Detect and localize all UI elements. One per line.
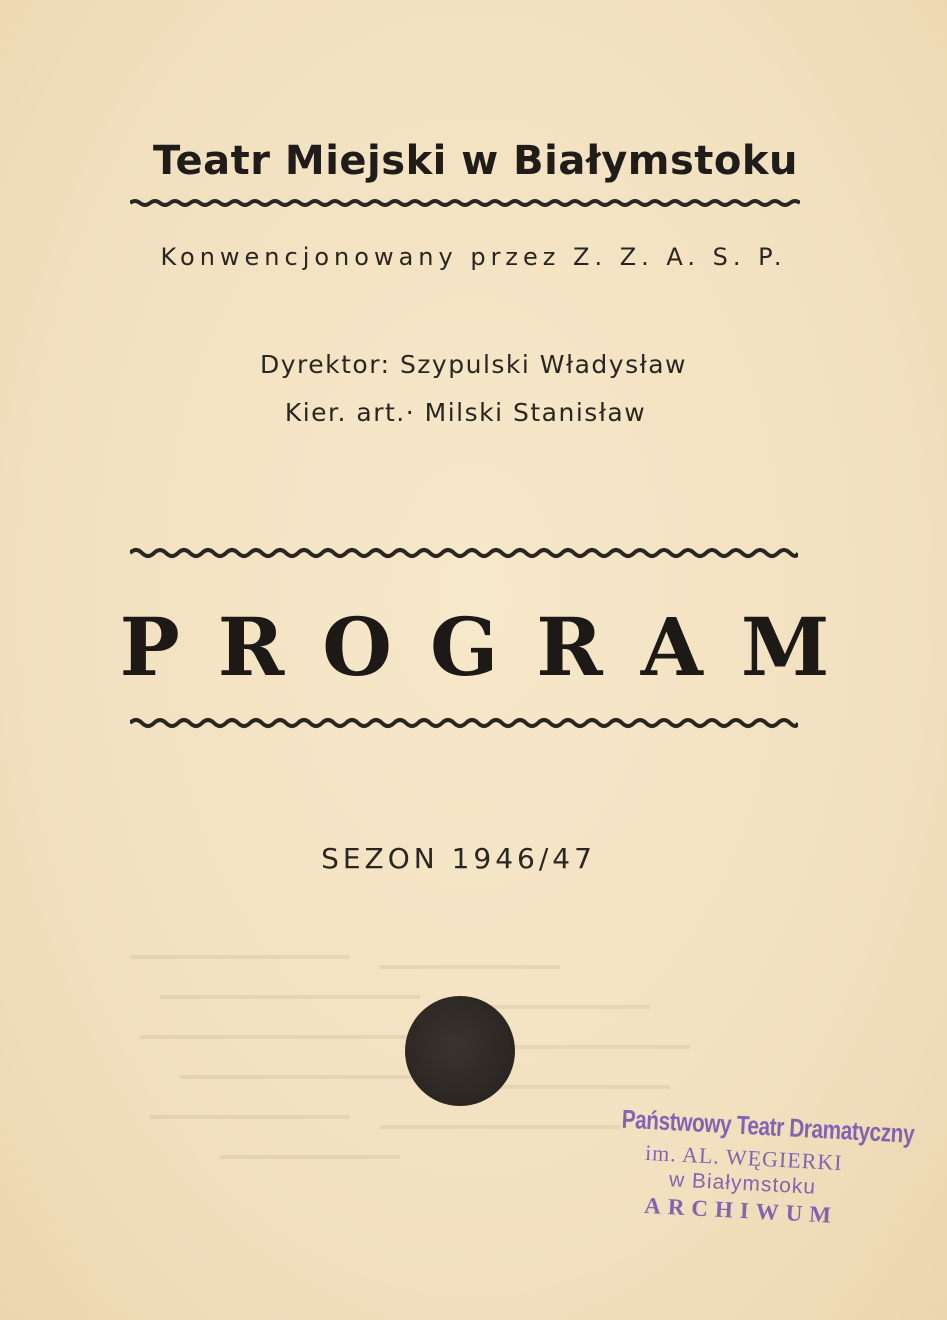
art-director-line: Kier. art.· Milski Stanisław [284, 398, 647, 427]
lower-wavy-rule [130, 715, 798, 731]
title-underline-ornament [130, 196, 800, 210]
upper-wavy-rule [130, 545, 798, 561]
stamp-line-institution: Państwowy Teatr Dramatyczny [621, 1103, 916, 1149]
theatre-title: Teatr Miejski w Białymstoku [153, 138, 798, 184]
association-subtitle: Konwencjonowany przez Z. Z. A. S. P. [160, 243, 787, 271]
program-heading: PROGRAM [119, 600, 868, 694]
season-label: SEZON 1946/47 [321, 842, 596, 875]
archive-stamp [585, 1102, 916, 1248]
stamp-line-city: w Białymstoku [668, 1168, 817, 1199]
director-line: Dyrektor: Szypulski Władysław [260, 350, 687, 379]
stamp-line-patron: im. AL. WĘGIERKI [644, 1139, 844, 1176]
stamp-line-archive: ARCHIWUM [643, 1192, 839, 1229]
ink-dot-ornament [405, 996, 515, 1106]
